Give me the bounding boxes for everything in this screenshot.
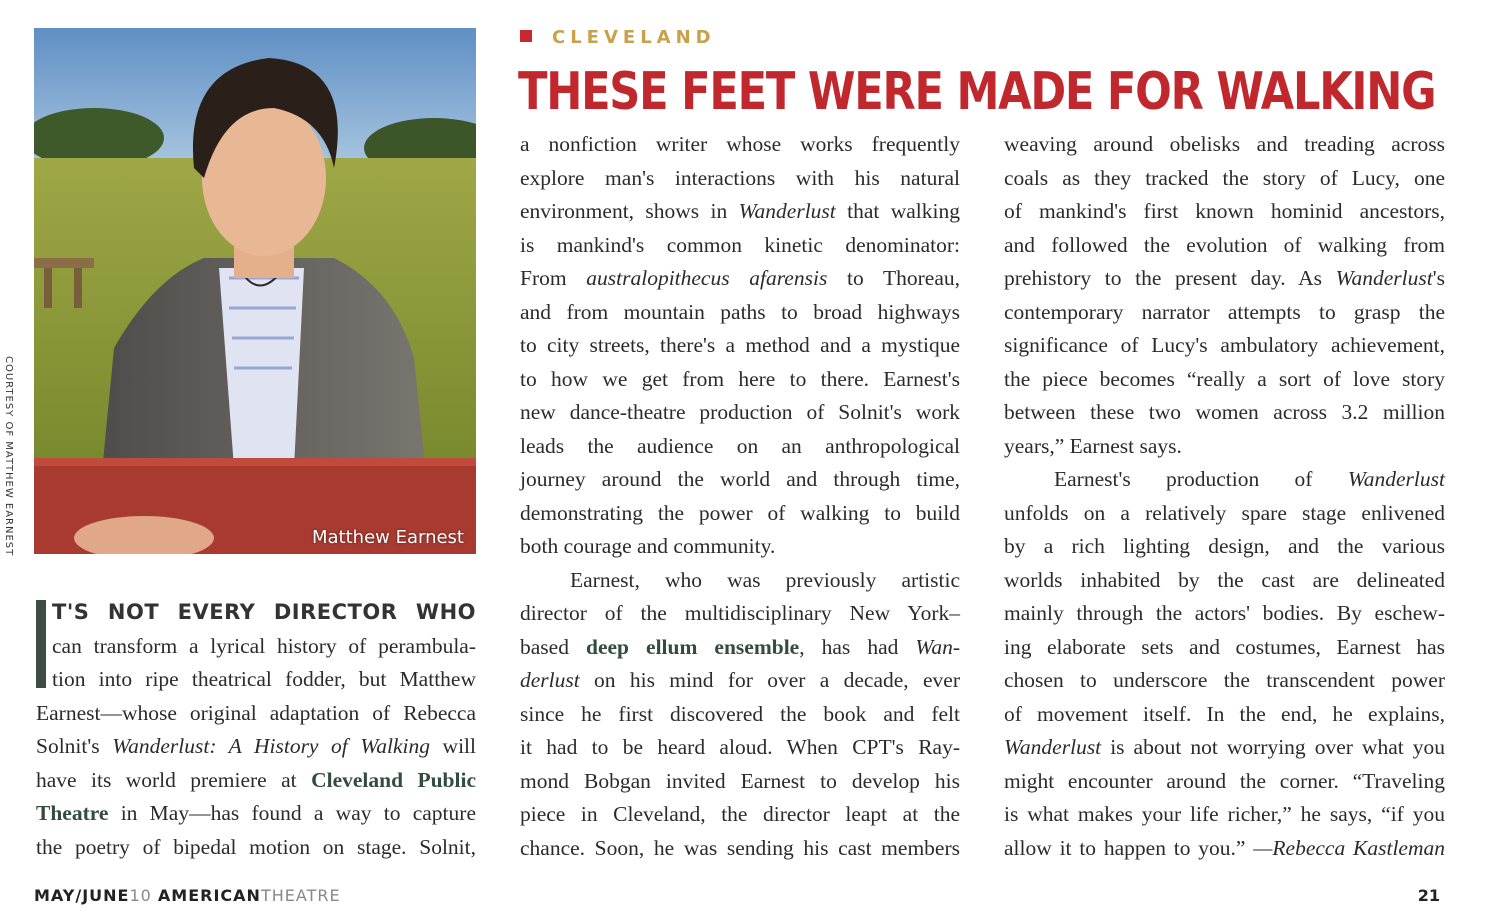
text-line: demonstrating the power of walking to build (520, 500, 960, 525)
text-line: chosen to underscore the transcendent power (1004, 668, 1445, 692)
ensemble-name: deep ellum ensemble (586, 634, 800, 659)
page-number: 21 (1417, 886, 1440, 905)
headline: THESE FEET WERE MADE FOR WALKING (518, 62, 1436, 122)
text-line: mond Bobgan invited Earnest to develop his (520, 768, 960, 793)
text-line: and followed the evolution of walking from (1004, 232, 1445, 257)
text-line: Earnest's production of Wanderlust (1054, 467, 1445, 491)
text-line: ing elaborate sets and costumes, Earnest has (1004, 634, 1445, 659)
text-line: Wanderlust is about not worrying over what you (1004, 735, 1445, 759)
text-line: tion into ripe theatrical fodder, but Matthew (52, 667, 476, 691)
column-3 (1004, 128, 1445, 865)
square-bullet-icon (520, 30, 532, 42)
text-line: is mankind's common kinetic denominator: (520, 232, 960, 257)
text-line: Earnest, who was previously artistic (570, 567, 960, 592)
text-line: allow it to happen to you.” —Rebecca Kastleman (1004, 835, 1445, 860)
text-line: since he first discovered the book and felt (520, 701, 960, 726)
text-line: derlust on his mind for over a decade, ever (520, 668, 960, 692)
text-line: might encounter around the corner. “Traveling (1004, 768, 1445, 793)
photo-credit: COURTESY OF MATTHEW EARNEST (3, 356, 14, 557)
text-line: coals as they tracked the story of Lucy, one (1004, 165, 1445, 190)
lead-line: T'S NOT EVERY DIRECTOR WHO (52, 600, 476, 624)
text-line: the piece becomes “really a sort of love story (1004, 366, 1445, 391)
text-line: Theatre in May—has found a way to capture (36, 801, 476, 825)
text-line: to city streets, there's a method and a mystique (520, 333, 960, 357)
text-line: prehistory to the present day. As Wanderlust's (1004, 266, 1445, 290)
issue-year: 10 (129, 886, 152, 905)
text-line: leads the audience on an anthropological (520, 433, 960, 458)
text-line: From australopithecus afarensis to Thoreau, (520, 266, 960, 290)
portrait-photo (34, 28, 476, 554)
text-line: environment, shows in Wanderlust that walking (520, 199, 960, 223)
text-line: significance of Lucy's ambulatory achievement, (1004, 333, 1445, 357)
text-line: new dance-theatre production of Solnit's work (520, 400, 960, 424)
text-line: have its world premiere at Cleveland Public (36, 767, 476, 792)
text-line: is what makes your life richer,” he says, “if you (1004, 802, 1445, 826)
text-line: worlds inhabited by the cast are delineated (1004, 567, 1445, 592)
text-line: of mankind's first known hominid ancestors, (1004, 199, 1445, 223)
text-line: explore man's interactions with his natural (520, 165, 960, 190)
theatre-name: Cleveland Public (311, 767, 476, 792)
text-line: years,” Earnest says. (1004, 433, 1182, 458)
text-line: Earnest—whose original adaptation of Rebecca (36, 700, 476, 725)
text-line: between these two women across 3.2 million (1004, 400, 1445, 424)
text-line: piece in Cleveland, the director leapt at the (520, 802, 960, 826)
section-kicker (520, 27, 716, 48)
issue-label: MAY/JUNE (34, 886, 130, 905)
theatre-name: Theatre (36, 801, 109, 825)
section-label: CLEVELAND (552, 27, 716, 48)
text-line: a nonfiction writer whose works frequently (520, 132, 960, 156)
text-line: by a rich lighting design, and the various (1004, 534, 1445, 558)
text-line: it had to be heard aloud. When CPT's Ray- (520, 735, 960, 759)
text-line: based deep ellum ensemble, has had Wan- (520, 634, 961, 659)
text-line: and from mountain paths to broad highways (520, 299, 960, 324)
text-line: chance. Soon, he was sending his cast members (520, 835, 960, 860)
text-line: Solnit's Wanderlust: A History of Walking will (36, 734, 477, 758)
text-line: mainly through the actors' bodies. By eschew- (1004, 601, 1445, 625)
portrait-image (34, 28, 476, 554)
text-line: to how we get from here to there. Earnest's (520, 366, 960, 391)
text-line: of movement itself. In the end, he explains, (1004, 701, 1445, 726)
text-line: journey around the world and through time, (520, 467, 960, 491)
text-line: the poetry of bipedal motion on stage. Solnit, (36, 834, 476, 859)
text-line: unfolds on a relatively spare stage enlivened (1004, 500, 1445, 525)
magazine-name: AMERICAN (157, 886, 261, 905)
text-line: contemporary narrator attempts to grasp the (1004, 299, 1445, 324)
text-line: director of the multidisciplinary New York– (520, 601, 960, 625)
column-1 (36, 596, 476, 864)
folio (34, 886, 341, 905)
photo-caption: Matthew Earnest (311, 527, 464, 548)
byline: —Rebecca Kastleman (1253, 835, 1445, 860)
text-line: can transform a lyrical history of perambula- (52, 633, 476, 658)
column-2 (520, 128, 960, 865)
text-line: both courage and community. (520, 534, 776, 558)
text-line: weaving around obelisks and treading across (1004, 132, 1445, 156)
magazine-name-suffix: THEATRE (260, 886, 341, 905)
